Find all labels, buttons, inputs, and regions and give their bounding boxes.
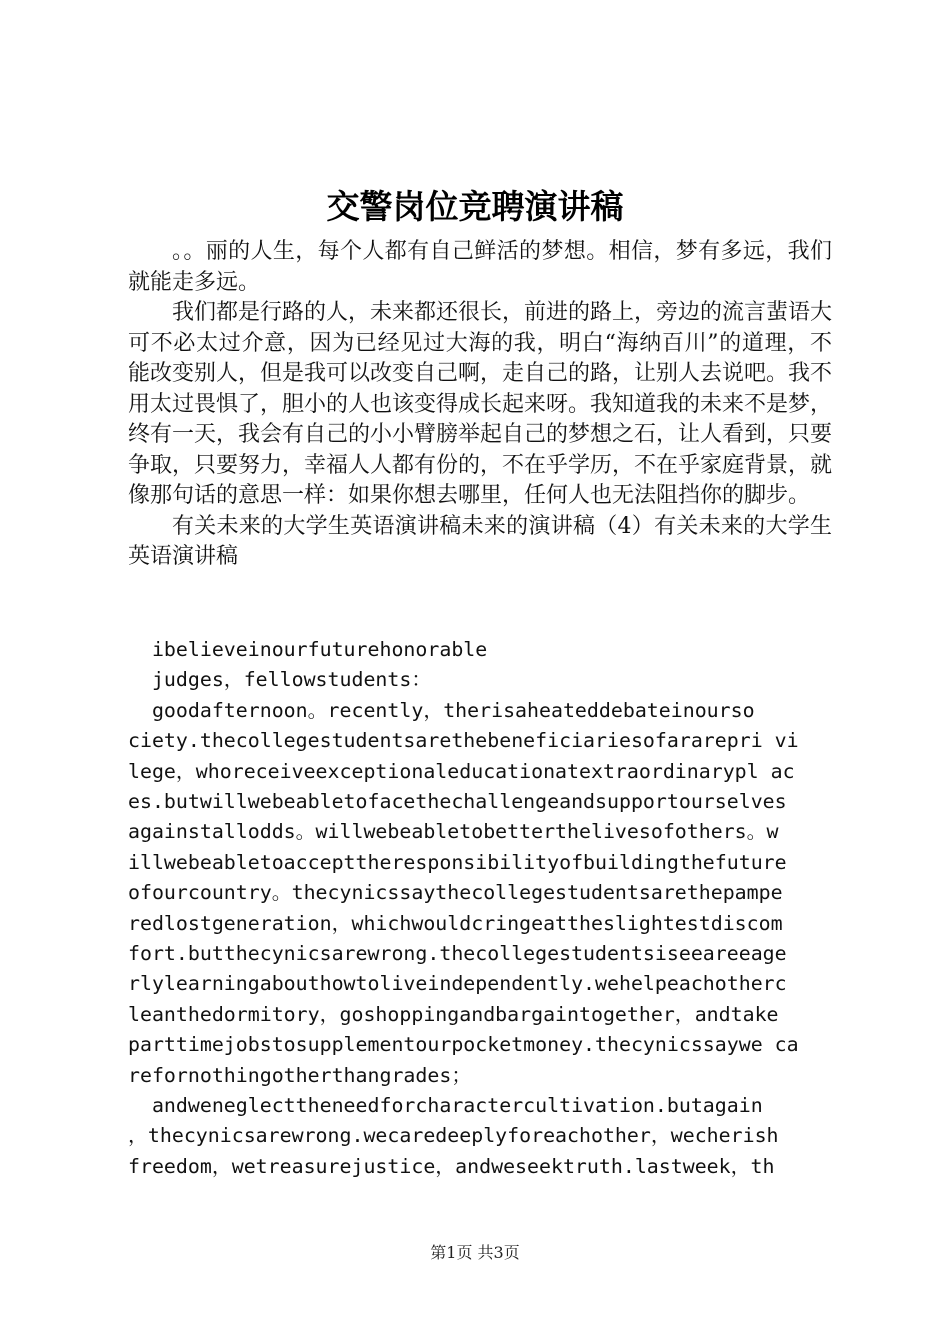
text-line: illwebeabletoaccepttheresponsibilityofbuildingthefuture <box>128 851 787 874</box>
text-line: andweneglecttheneedforcharactercultivation.butagain <box>128 1094 763 1117</box>
page-title: 交警岗位竞聘演讲稿 <box>326 187 624 226</box>
paragraph: 有关未来的大学生英语演讲稿未来的演讲稿（4）有关未来的大学生英语演讲稿 <box>128 513 832 569</box>
text-line: es.butwillwebeabletofacethechallengeandsupportourselves <box>128 790 787 813</box>
paragraph: 我们都是行路的人，未来都还很长，前进的路上，旁边的流言蜚语大可不必太过介意，因为已经见过大海的我，明白“海纳百川”的道理，不能改变别人，但是我可以改变自己啊，走自己的路，让别人去说吧。我不用太过畏惧了，胆小的人也该变得成长起来呀。我知道我的未来不是梦，终有一天，我会有自己的小小臂膀举起自己的梦想之石，让人看到，只要争取，只要努力，幸福人人都有份的，不在乎学历，不在乎家庭背景，就像那句话的意思一样：如果你想去哪里，任何人也无法阻挡你的脚步。 <box>128 300 833 508</box>
paragraph: 。。丽的人生，每个人都有自己鲜活的梦想。相信，梦有多远，我们就能走多远。 <box>128 239 832 295</box>
body-text-cn <box>128 237 832 573</box>
text-line: judges，fellowstudents： <box>128 668 432 691</box>
text-line: ciety.thecollegestudentsarethebeneficiariesofararepri vi <box>128 729 799 752</box>
text-line: fort.butthecynicsarewrong.thecollegestudentsiseeareeage <box>128 942 787 965</box>
text-line: goodafternoon。recently，therisaheateddebateinourso <box>128 699 755 722</box>
text-line: leanthedormitory，goshoppingandbargaintogether，andtake <box>128 1003 779 1026</box>
text-line: refornothingotherthangrades； <box>128 1064 472 1087</box>
page-footer: 第1页 共3页 <box>430 1243 520 1262</box>
text-line: rlylearningabouthowtoliveindependently.wehelpeachotherc <box>128 972 787 995</box>
text-line: freedom，wetreasurejustice，andweseektruth.lastweek，th <box>128 1155 775 1178</box>
text-line: ，thecynicsarewrong.wecaredeeplyforeachother，wecherish <box>128 1124 779 1147</box>
text-line: ofourcountry。thecynicssaythecollegestudentsarethepampe <box>128 881 783 904</box>
text-line: redlostgeneration，whichwouldcringeattheslightestdiscom <box>128 912 783 935</box>
text-line: againstallodds。willwebeabletobetterthelivesofothers。w <box>128 820 779 843</box>
text-line: parttimejobstosupplementourpocketmoney.thecynicssaywe ca <box>128 1033 799 1056</box>
text-line: ibelieveinourfuturehonorable <box>128 638 488 661</box>
text-line: lege，whoreceiveexceptionaleducationatextraordinarypl ac <box>128 760 795 783</box>
